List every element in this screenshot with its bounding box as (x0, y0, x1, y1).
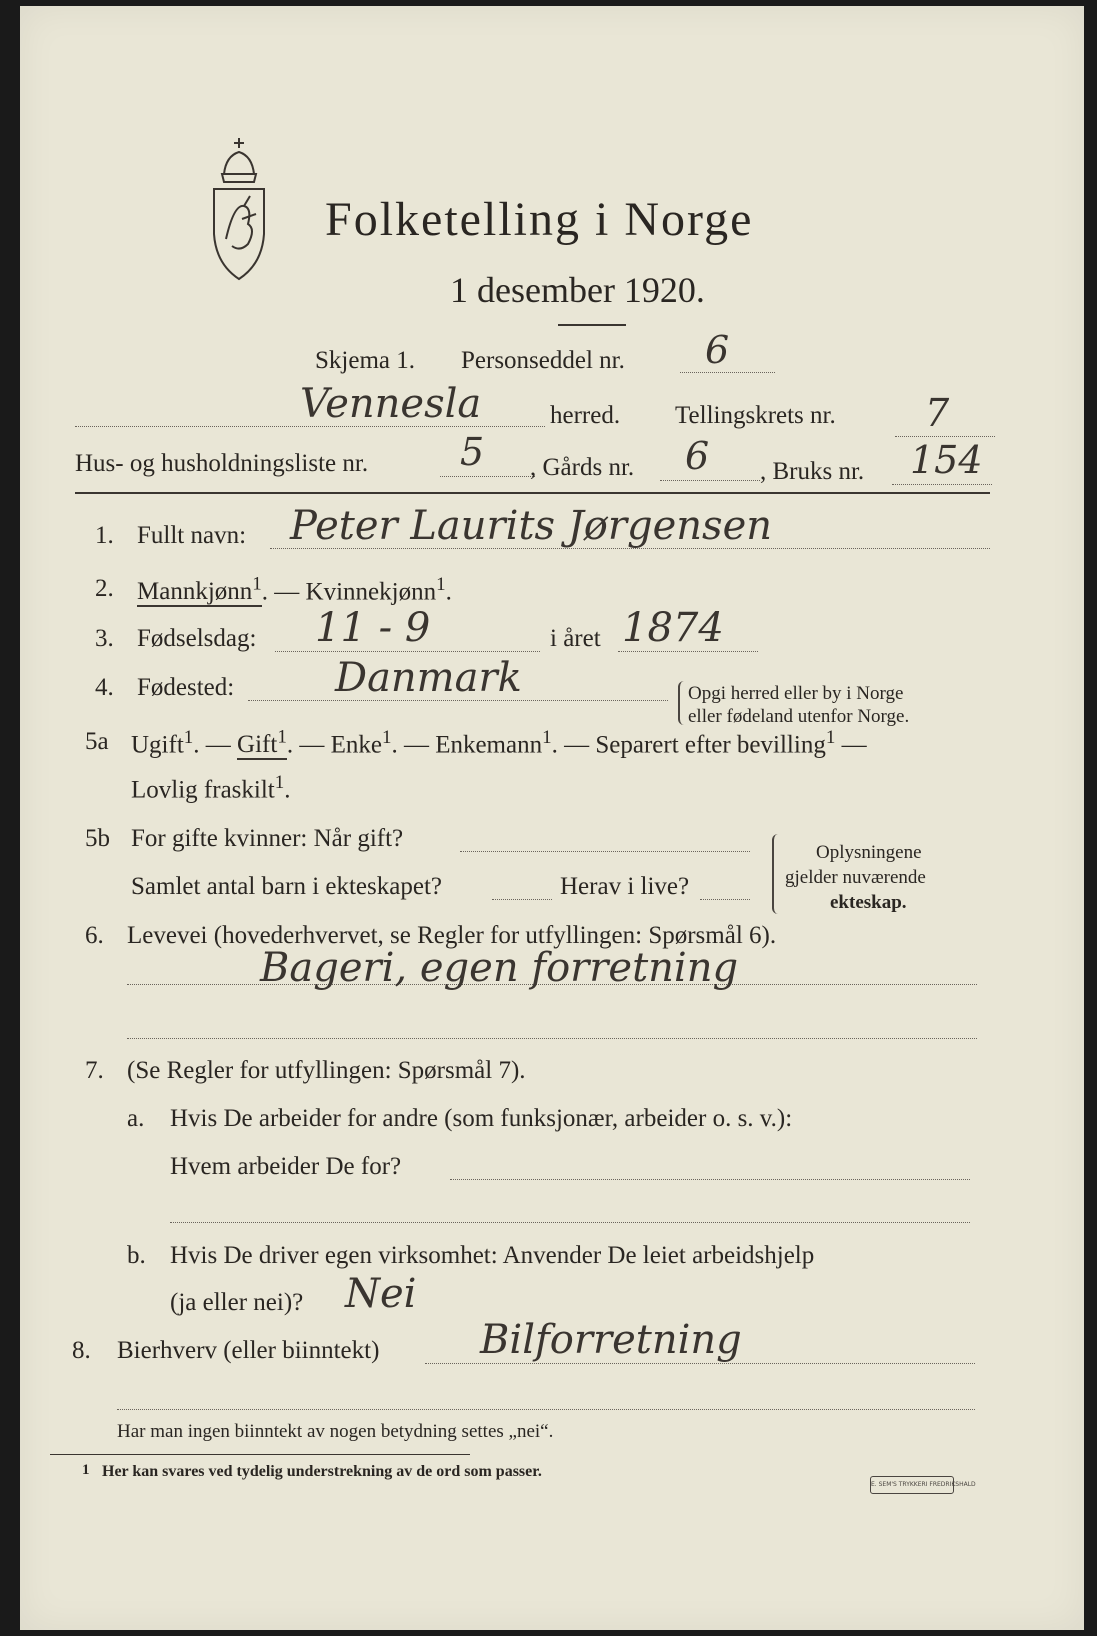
q6-field-line2 (127, 1038, 977, 1039)
q5b-line2a: Samlet antal barn i ekteskapet? (131, 873, 442, 900)
q5b-when-field-line (460, 851, 750, 852)
q7-label: (Se Regler for utfyllingen: Spørsmål 7). (127, 1057, 526, 1084)
nei-note: Har man ingen biinntekt av nogen betydning settes „nei“. (117, 1421, 554, 1442)
gards-value: 6 (685, 434, 710, 478)
q5a-options-line1: Ugift$^1$. — Gift$^1$. — Enke$^1$. — Enkemann$^1$. — Separert efter bevilling$^1$ — (131, 727, 867, 759)
footnote-divider (50, 1454, 470, 1455)
census-form-page (20, 6, 1084, 1630)
q2-number: 2. (95, 575, 114, 602)
q2-options: Mannkjønn$^1$. — Kvinnekjønn$^1$. (137, 574, 452, 606)
q8-number: 8. (72, 1337, 91, 1364)
q6-number: 6. (85, 922, 104, 949)
q7a-line1: Hvis De arbeider for andre (som funksjonær, arbeider o. s. v.): (170, 1105, 793, 1132)
q5b-note3: ekteskap. (830, 892, 907, 913)
footnote-text: Her kan svares ved tydelig understrekning av de ord som passer. (102, 1463, 542, 1480)
printer-stamp: E. SEM'S TRYKKERI FREDRIKSHALD (870, 1476, 954, 1494)
q1-number: 1. (95, 522, 114, 549)
gards-label: , Gårds nr. (530, 454, 635, 481)
q7a-field-line2 (170, 1222, 970, 1223)
q8-side-occupation: Bilforretning (480, 1317, 742, 1363)
q4-note-brace (678, 681, 684, 725)
q5b-note-brace (772, 834, 778, 914)
q1-full-name: Peter Laurits Jørgensen (290, 503, 773, 549)
q3-year-field-line (618, 651, 758, 652)
skjema-label: Skjema 1. (315, 347, 415, 374)
q5a-options-line2: Lovlig fraskilt$^1$. (131, 772, 291, 804)
q7a-line2: Hvem arbeider De for? (170, 1153, 402, 1180)
hus-field-line (440, 476, 535, 477)
q4-birthplace: Danmark (335, 655, 522, 701)
q5b-children-field-line (492, 899, 552, 900)
q8-label: Bierhverv (eller biinntekt) (117, 1337, 380, 1364)
personseddel-value: 6 (705, 328, 730, 372)
gards-field-line (660, 480, 760, 481)
q3-day-field-line (275, 651, 540, 652)
q7-number: 7. (85, 1057, 104, 1084)
q5b-alive-field-line (700, 899, 750, 900)
q8-field-line1 (425, 1363, 975, 1364)
q5b-line1: For gifte kvinner: Når gift? (131, 825, 404, 852)
q7b-line2: (ja eller nei)? (170, 1289, 304, 1316)
q6-label: Levevei (hovederhvervet, se Regler for utfyllingen: Spørsmål 6). (127, 922, 777, 949)
q4-note-line1: Opgi herred eller by i Norge (688, 683, 904, 704)
q5b-note1: Oplysningene (816, 842, 922, 863)
q5a-option-gift: Gift$^1$ (237, 727, 287, 759)
q7b-answer: Nei (345, 1271, 417, 1317)
q6-occupation: Bageri, egen forretning (260, 945, 739, 991)
q5a-number: 5a (85, 728, 109, 755)
hus-label: Hus- og husholdningsliste nr. (75, 450, 369, 477)
q7a-field-line1 (450, 1179, 970, 1180)
bruks-value: 154 (910, 438, 983, 482)
q5b-note2: gjelder nuværende (785, 867, 926, 888)
hus-value: 5 (460, 430, 485, 474)
q4-label: Fødested: (137, 674, 235, 701)
header-divider (75, 492, 990, 494)
footnote-number: 1 (82, 1462, 90, 1478)
q2-option-mann: Mannkjønn$^1$ (137, 574, 262, 606)
q5b-number: 5b (85, 825, 110, 852)
herred-label: herred. (550, 402, 621, 429)
title-divider (558, 324, 626, 326)
q4-number: 4. (95, 674, 114, 701)
bruks-label: , Bruks nr. (760, 458, 865, 485)
tellingskrets-label: Tellingskrets nr. (675, 402, 836, 429)
personseddel-label: Personseddel nr. (461, 347, 625, 374)
q4-note-line2: eller fødeland utenfor Norge. (688, 706, 910, 727)
q5b-line2b: Herav i live? (560, 873, 690, 900)
tellingskrets-field-line (895, 436, 995, 437)
q7b-letter: b. (127, 1242, 146, 1269)
personseddel-field-line (680, 372, 775, 373)
bruks-field-line (892, 484, 992, 485)
tellingskrets-value: 7 (925, 391, 950, 435)
q7b-line1: Hvis De driver egen virksomhet: Anvender De leiet arbeidshjelp (170, 1242, 815, 1269)
norwegian-coat-of-arms-icon (204, 134, 274, 284)
q1-label: Fullt navn: (137, 522, 247, 549)
census-date: 1 desember 1920. (450, 270, 705, 310)
q7a-letter: a. (127, 1105, 145, 1132)
q3-birthdate: 11 - 9 (315, 605, 431, 651)
q2-option-kvinne: Kvinnekjønn (305, 578, 437, 606)
q3-number: 3. (95, 625, 114, 652)
q8-field-line2 (117, 1409, 975, 1410)
q3-label: Fødselsdag: (137, 625, 257, 652)
herred-value: Vennesla (300, 381, 482, 427)
q3-birth-year: 1874 (622, 605, 724, 651)
form-title: Folketelling i Norge (325, 193, 754, 246)
q3-year-label: i året (550, 625, 601, 652)
